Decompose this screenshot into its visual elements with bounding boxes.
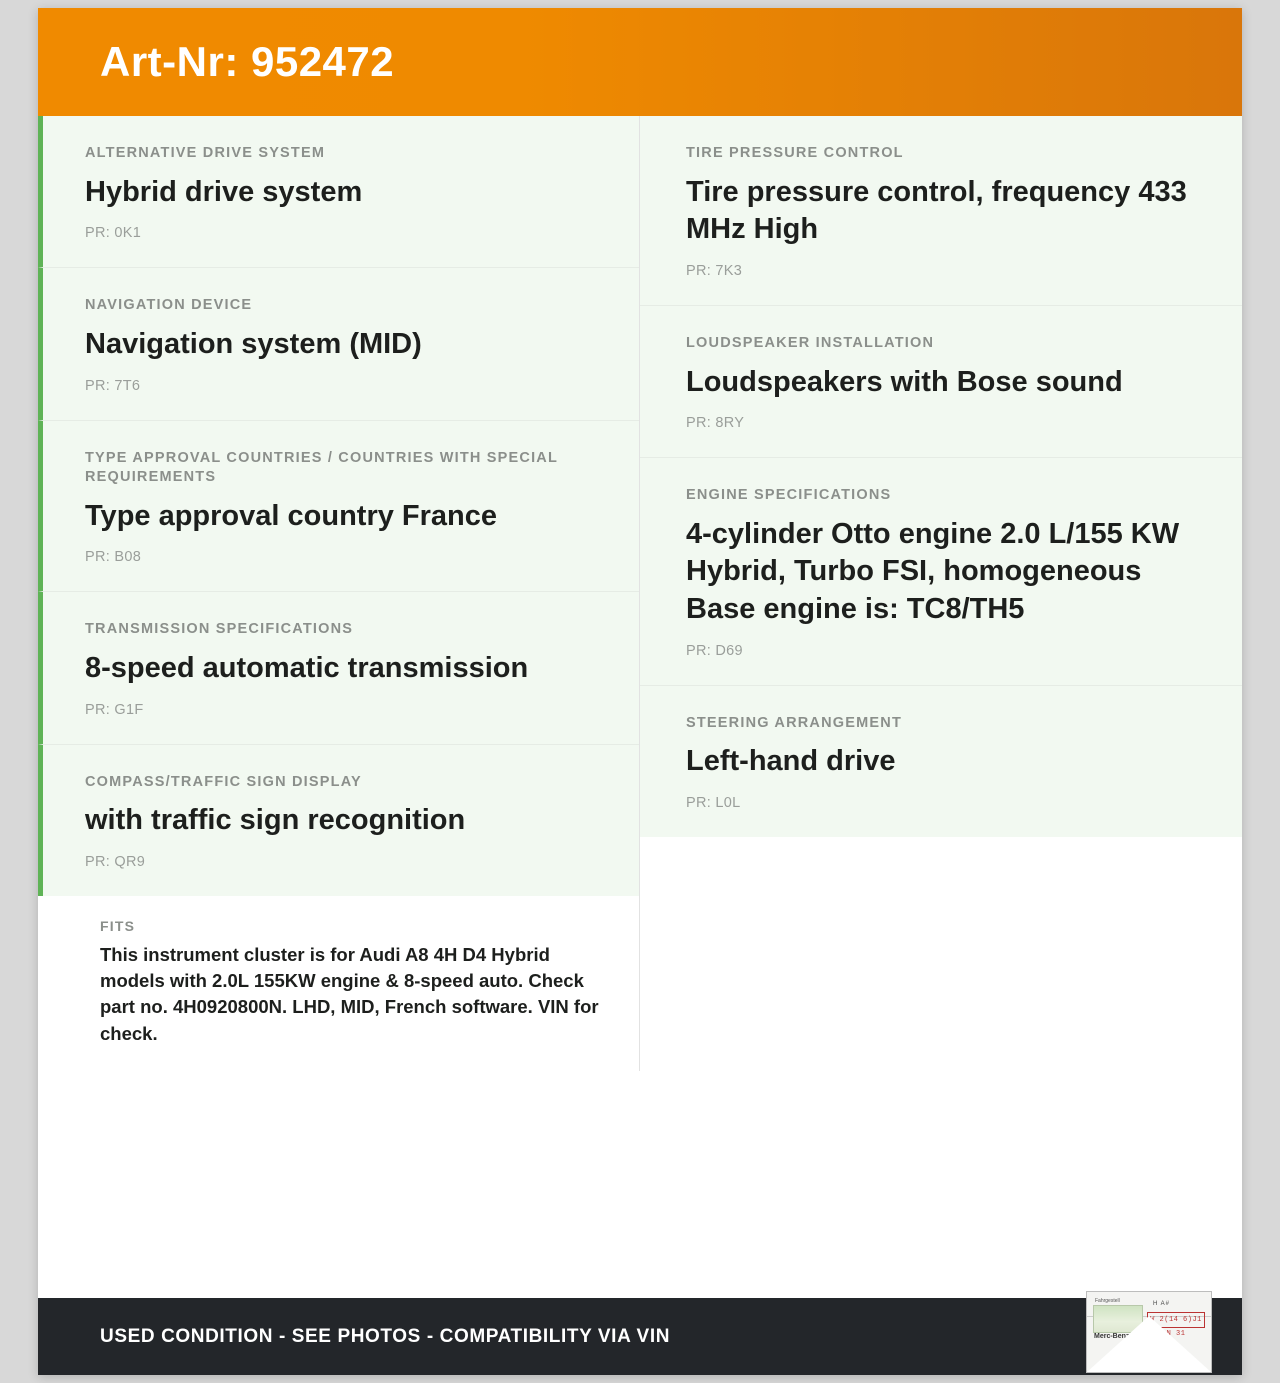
spec-column-left bbox=[38, 116, 640, 1071]
spec-value: Type approval country France bbox=[85, 499, 498, 532]
spec-label: TRANSMISSION SPECIFICATIONS bbox=[85, 621, 354, 638]
spec-label: ALTERNATIVE DRIVE SYSTEM bbox=[85, 145, 326, 161]
spec-value: Hybrid drive system bbox=[85, 175, 363, 208]
vin-plate-image bbox=[1086, 1291, 1212, 1373]
spec-card bbox=[640, 306, 1242, 458]
spec-value: 8-speed automatic transmission bbox=[85, 651, 529, 684]
spec-pr-code: PR: 7T6 bbox=[85, 377, 141, 394]
spec-label: COMPASS/TRAFFIC SIGN DISPLAY bbox=[85, 773, 362, 790]
spec-pr-code: PR: 7K3 bbox=[686, 262, 743, 279]
spec-pr-code: PR: G1F bbox=[85, 701, 144, 718]
spec-label: TYPE APPROVAL COUNTRIES / COUNTRIES WITH SPECIAL REQUIREMENTS bbox=[85, 449, 558, 486]
header-banner bbox=[38, 8, 1242, 116]
spec-pr-code: PR: L0L bbox=[686, 795, 741, 812]
spec-value: 4-cylinder Otto engine 2.0 L/155 KW Hybrid, Turbo FSI, homogeneous Base engine is: TC8/TH5 bbox=[686, 517, 1180, 626]
spec-label: STEERING ARRANGEMENT bbox=[686, 714, 902, 731]
spec-label: LOUDSPEAKER INSTALLATION bbox=[686, 334, 935, 351]
spec-pr-code: PR: D69 bbox=[686, 642, 743, 659]
spec-pr-code: PR: 8RY bbox=[686, 415, 745, 432]
spec-card bbox=[38, 745, 639, 896]
fits-section bbox=[38, 896, 639, 1071]
spec-label: NAVIGATION DEVICE bbox=[85, 297, 253, 314]
footer-banner bbox=[38, 1298, 1242, 1375]
footer-text: USED CONDITION - SEE PHOTOS - COMPATIBILITY VIA VIN bbox=[100, 1325, 671, 1347]
spec-pr-code: PR: B08 bbox=[85, 549, 142, 566]
spec-card bbox=[640, 686, 1242, 837]
spec-value: Tire pressure control, frequency 433 MHz High bbox=[686, 175, 1187, 246]
stamp-tiny-text: H A# bbox=[1153, 1301, 1171, 1307]
spec-card bbox=[38, 268, 639, 420]
spec-value: Left-hand drive bbox=[686, 745, 896, 778]
spec-card bbox=[38, 421, 639, 593]
spec-pr-code: PR: 0K1 bbox=[85, 225, 142, 242]
fits-text: This instrument cluster is for Audi A8 4H D4 Hybrid models with 2.0L 155KW engine & 8-speed auto. Check part no. 4H0920800N. LHD, MID, French software. VIN for check. bbox=[100, 943, 599, 1044]
stamp-top-label: Fahrgestell bbox=[1095, 1298, 1120, 1304]
spec-card bbox=[38, 592, 639, 744]
spec-card bbox=[640, 116, 1242, 306]
spec-columns bbox=[38, 116, 1242, 1298]
stamp-brand: Merc-Benz bbox=[1094, 1333, 1130, 1340]
spec-label: ENGINE SPECIFICATIONS bbox=[686, 487, 892, 504]
spec-column-right bbox=[640, 116, 1242, 837]
spec-value: Navigation system (MID) bbox=[85, 327, 422, 360]
page-title: Art-Nr: 952472 bbox=[100, 38, 395, 85]
spec-value: Loudspeakers with Bose sound bbox=[686, 365, 1123, 398]
spec-pr-code: PR: QR9 bbox=[85, 853, 146, 870]
envelope-flap-right-icon bbox=[1149, 1316, 1211, 1372]
fits-label: FITS bbox=[100, 917, 136, 934]
spec-label: TIRE PRESSURE CONTROL bbox=[686, 145, 904, 161]
spec-value: with traffic sign recognition bbox=[85, 804, 466, 837]
listing-sheet bbox=[38, 8, 1242, 1375]
spec-card bbox=[640, 458, 1242, 686]
envelope-flap-left-icon bbox=[1087, 1316, 1149, 1372]
stamp-vin-code: W 2(14 6)J1 N 31 bbox=[1147, 1312, 1205, 1328]
spec-card bbox=[38, 116, 639, 268]
